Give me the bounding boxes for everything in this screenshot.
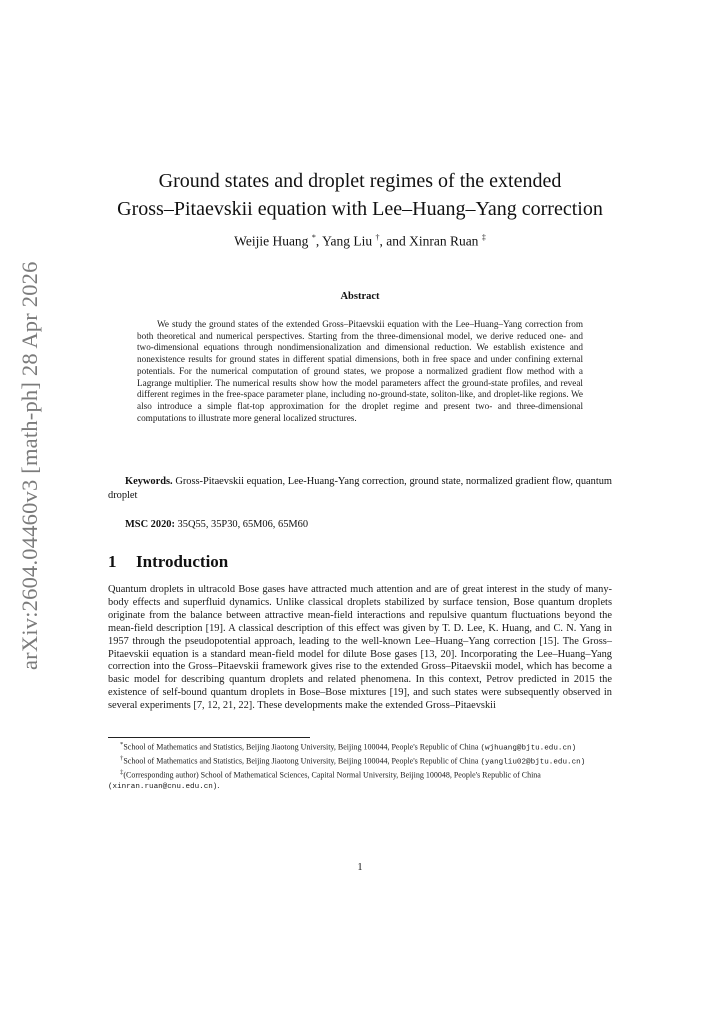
msc-codes: 35Q55, 35P30, 65M06, 65M60 bbox=[177, 519, 309, 530]
footnote bbox=[108, 754, 612, 768]
footnote bbox=[108, 740, 612, 754]
author-footnote-mark: ‡ bbox=[481, 233, 486, 242]
footnote-email: (xinran.ruan@cnu.edu.cn) bbox=[108, 783, 218, 792]
footnote-rule bbox=[108, 737, 310, 738]
keywords-text: Gross-Pitaevskii equation, Lee-Huang-Yang correction, ground state, normalized gradient flow, quantum droplet bbox=[108, 476, 612, 501]
msc-classification bbox=[125, 519, 308, 530]
footnote-email: (yangliu02@bjtu.edu.cn) bbox=[480, 758, 586, 767]
author-separator: , bbox=[379, 233, 383, 249]
section-title: Introduction bbox=[136, 552, 229, 571]
footnote-email: (wjhuang@bjtu.edu.cn) bbox=[480, 744, 577, 753]
footnote-text: School of Mathematics and Statistics, Beijing Jiaotong University, Beijing 100044, People's Republic of China bbox=[123, 742, 479, 752]
paper-title bbox=[80, 167, 640, 223]
paper-title-line-2: Gross–Pitaevskii equation with Lee–Huang–Yang correction bbox=[117, 198, 603, 220]
keywords-label: Keywords. bbox=[125, 476, 173, 487]
author-footnote-mark: * bbox=[311, 233, 316, 242]
author-name: Weijie Huang bbox=[234, 233, 309, 249]
abstract-text: We study the ground states of the extended Gross–Pitaevskii equation with the Lee–Huang–Yang correction from both theoretical and numerical perspectives. Starting from the three-dimensional model, we derive reduced one- and two-dimensional equations through nondimensionalization and dimensional reduction. We establish existence and nonexistence results for ground states in different spatial dimensions, both in free space and under confining external potentials. For the numerical computation of ground states, we propose a normalized gradient flow method with a Lagrange multiplier. The numerical results show how the model parameters affect the ground-state profiles, and reveal different regimes in the free-space parameter plane, including no-ground-state, soliton-like, and droplet-like regions. We also introduce a simple flat-top approximation for the droplet regime and present two- and three-dimensional computations to illustrate more general localized structures. bbox=[137, 319, 583, 423]
author-separator: , bbox=[315, 233, 320, 249]
arxiv-identifier-stamp: arXiv:2604.04460v3 [math-ph] 28 Apr 2026 bbox=[17, 261, 42, 670]
footnote-mark: * bbox=[120, 741, 124, 748]
footnote-mark: † bbox=[120, 755, 124, 763]
footnote-mark: ‡ bbox=[120, 769, 124, 777]
paper-title-line-1: Ground states and droplet regimes of the extended bbox=[158, 170, 562, 192]
footnote-text: School of Mathematics and Statistics, Beijing Jiaotong University, Beijing 100044, People's Republic of China bbox=[123, 756, 479, 766]
author-list bbox=[80, 233, 640, 250]
footnote-text: (Corresponding author) School of Mathematical Sciences, Capital Normal University, Beijing 100048, People's Republic of China bbox=[123, 770, 541, 780]
keywords-paragraph bbox=[108, 475, 612, 503]
section-heading bbox=[108, 552, 228, 572]
section-number: 1 bbox=[108, 552, 117, 571]
introduction-paragraph: Quantum droplets in ultracold Bose gases have attracted much attention and are of great interest in the study of many-body effects and superfluid dynamics. Unlike classical droplets stabilized by surface tension, Bose quantum droplets originate from the balance between attractive mean-field interactions and repulsive quantum fluctuations beyond the mean-field description [19]. A classical description of this effect was given by T. D. Lee, K. Huang, and C. N. Yang in 1957 through the pseudopotential approach, leading to the well-known Lee–Huang–Yang correction [15]. The Gross–Pitaevskii equation is a standard mean-field model for dilute Bose gases [13, 20]. Incorporating the Lee–Huang–Yang correction into the Gross–Pitaevskii framework gives rise to the extended Gross–Pitaevskii model, which has become a basic model for describing quantum droplets and related phenomena. In this context, Petrov predicted in 2015 the existence of self-bound quantum droplets in Bose–Bose mixtures [19], and such states were subsequently observed in several experiments [7, 12, 21, 22]. These developments make the extended Gross–Pitaevskii bbox=[108, 584, 612, 712]
msc-label: MSC 2020: bbox=[125, 519, 175, 530]
author-footnote-mark: † bbox=[375, 233, 380, 242]
footnote-tail: . bbox=[217, 781, 220, 791]
abstract-heading: Abstract bbox=[340, 291, 380, 302]
author-name: Xinran Ruan bbox=[409, 233, 479, 249]
author-conjunction: and bbox=[386, 233, 406, 249]
footnotes bbox=[108, 740, 612, 793]
author-name: Yang Liu bbox=[322, 233, 373, 249]
footnote bbox=[108, 768, 612, 793]
page-number: 1 bbox=[357, 862, 363, 873]
